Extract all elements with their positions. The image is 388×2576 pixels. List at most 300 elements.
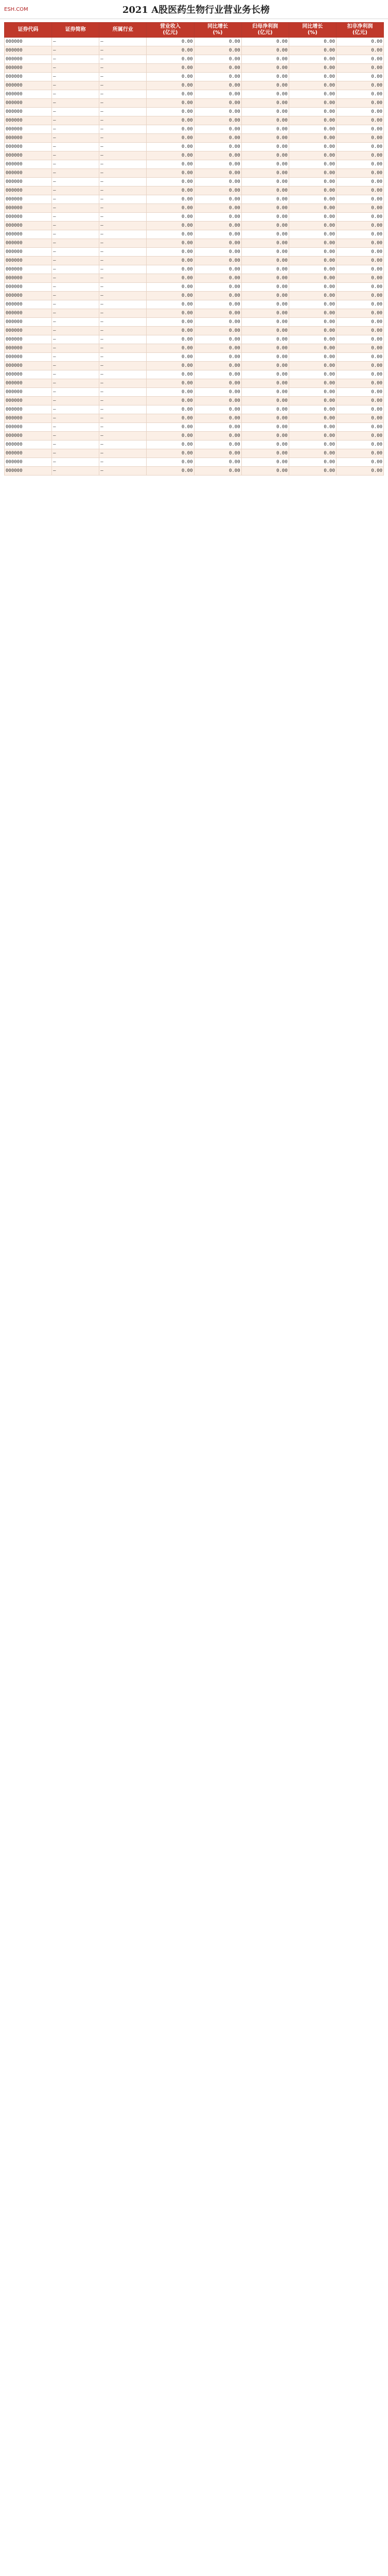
column-header-main: 归母净利润 (252, 24, 278, 29)
table-cell: 000000 (5, 283, 52, 292)
table-cell: — (99, 90, 147, 99)
table-cell: 0.00 (241, 99, 289, 108)
table-cell: 0.00 (336, 160, 383, 169)
table-cell: 0.00 (147, 335, 194, 344)
table-cell: 000000 (5, 344, 52, 353)
table-cell: 0.00 (241, 388, 289, 397)
table-cell: 0.00 (194, 265, 241, 274)
table-row (5, 239, 384, 248)
table-cell: — (99, 423, 147, 432)
table-cell: — (52, 370, 99, 379)
table-body (5, 38, 384, 476)
table-row (5, 318, 384, 327)
table-cell: 0.00 (194, 467, 241, 476)
table-cell: 0.00 (147, 300, 194, 309)
table-cell: 0.00 (289, 230, 336, 239)
table-cell: 0.00 (147, 178, 194, 187)
table-cell: 0.00 (194, 370, 241, 379)
table-cell: 0.00 (241, 125, 289, 134)
table-cell: — (52, 265, 99, 274)
table-cell: 0.00 (147, 327, 194, 335)
table-cell: 0.00 (289, 274, 336, 283)
top-bar (0, 0, 388, 19)
table-row (5, 116, 384, 125)
table-cell: — (99, 81, 147, 90)
table-cell: 0.00 (336, 73, 383, 81)
table-cell: 0.00 (336, 46, 383, 55)
table-cell: 0.00 (336, 143, 383, 151)
table-cell: — (99, 300, 147, 309)
table-cell: 0.00 (147, 423, 194, 432)
table-cell: 0.00 (241, 432, 289, 440)
table-cell: 0.00 (336, 432, 383, 440)
table-cell: 0.00 (147, 257, 194, 265)
data-table (4, 22, 384, 476)
table-cell: 0.00 (241, 344, 289, 353)
table-cell: 0.00 (289, 362, 336, 370)
table-cell: 0.00 (194, 178, 241, 187)
table-row (5, 55, 384, 64)
table-cell: 0.00 (289, 397, 336, 405)
table-row (5, 64, 384, 73)
table-cell: 000000 (5, 178, 52, 187)
table-cell: — (52, 160, 99, 169)
table-cell: 0.00 (147, 143, 194, 151)
table-cell: — (99, 239, 147, 248)
table-cell: 0.00 (194, 73, 241, 81)
table-cell: — (52, 169, 99, 178)
table-cell: 0.00 (147, 274, 194, 283)
table-cell: 000000 (5, 449, 52, 458)
table-cell: 0.00 (289, 353, 336, 362)
table-cell: — (52, 248, 99, 257)
table-cell: — (99, 370, 147, 379)
table-cell: 0.00 (194, 274, 241, 283)
table-row (5, 99, 384, 108)
table-cell: 000000 (5, 55, 52, 64)
table-cell: 000000 (5, 467, 52, 476)
table-cell: — (52, 335, 99, 344)
table-row (5, 362, 384, 370)
table-cell: 0.00 (147, 239, 194, 248)
table-cell: — (99, 160, 147, 169)
table-cell: 000000 (5, 151, 52, 160)
column-header-sub: (亿元) (352, 30, 367, 36)
table-row (5, 204, 384, 213)
table-cell: 0.00 (289, 178, 336, 187)
table-cell: — (99, 187, 147, 195)
table-cell: 0.00 (241, 423, 289, 432)
table-cell: 0.00 (241, 458, 289, 467)
table-cell: 0.00 (147, 46, 194, 55)
table-cell: 0.00 (336, 397, 383, 405)
table-cell: — (52, 458, 99, 467)
table-cell: 0.00 (147, 449, 194, 458)
table-cell: 0.00 (289, 213, 336, 222)
column-header (99, 23, 147, 38)
table-cell: 0.00 (241, 239, 289, 248)
table-cell: — (99, 449, 147, 458)
table-cell: 0.00 (289, 449, 336, 458)
table-cell: 0.00 (147, 187, 194, 195)
table-cell: 0.00 (289, 467, 336, 476)
table-cell: 0.00 (194, 423, 241, 432)
table-cell: 0.00 (241, 353, 289, 362)
table-cell: — (52, 55, 99, 64)
table-cell: 0.00 (194, 432, 241, 440)
table-row (5, 449, 384, 458)
table-cell: 000000 (5, 116, 52, 125)
table-cell: 0.00 (147, 362, 194, 370)
table-cell: — (52, 309, 99, 318)
table-cell: 0.00 (194, 353, 241, 362)
column-header-main: 营业收入 (160, 24, 181, 29)
table-row (5, 90, 384, 99)
table-cell: 0.00 (336, 423, 383, 432)
table-cell: 0.00 (147, 440, 194, 449)
table-cell: 0.00 (194, 99, 241, 108)
table-cell: 0.00 (336, 134, 383, 143)
table-cell: — (99, 195, 147, 204)
table-cell: 0.00 (147, 467, 194, 476)
table-cell: 0.00 (194, 300, 241, 309)
table-cell: 0.00 (289, 414, 336, 423)
table-cell: 0.00 (147, 81, 194, 90)
table-cell: 0.00 (194, 414, 241, 423)
column-header-sub: (亿元) (257, 30, 273, 36)
column-header (289, 23, 336, 38)
table-cell: 0.00 (194, 116, 241, 125)
table-cell: 0.00 (194, 292, 241, 300)
table-cell: 0.00 (241, 222, 289, 230)
table-row (5, 257, 384, 265)
table-cell: 0.00 (289, 248, 336, 257)
table-cell: 0.00 (147, 318, 194, 327)
table-cell: 0.00 (336, 283, 383, 292)
table-cell: 0.00 (194, 134, 241, 143)
table-cell: 0.00 (194, 449, 241, 458)
table-cell: 0.00 (241, 405, 289, 414)
table-cell: 000000 (5, 230, 52, 239)
column-header-main: 证券简称 (65, 27, 86, 32)
table-cell: 0.00 (241, 327, 289, 335)
column-header-main: 同比增长 (207, 24, 228, 29)
column-header-main: 扣非净利润 (347, 24, 373, 29)
table-row (5, 230, 384, 239)
table-cell: 0.00 (336, 449, 383, 458)
table-cell: 0.00 (241, 335, 289, 344)
table-cell: — (99, 318, 147, 327)
column-header-sub: (亿元) (163, 30, 178, 36)
column-header-main: 同比增长 (302, 24, 323, 29)
column-header-sub: (%) (307, 30, 318, 36)
table-row (5, 169, 384, 178)
table-cell: 0.00 (289, 108, 336, 116)
table-cell: 0.00 (194, 222, 241, 230)
table-cell: 0.00 (289, 73, 336, 81)
table-cell: 0.00 (147, 292, 194, 300)
table-cell: — (52, 423, 99, 432)
table-row (5, 195, 384, 204)
column-header (52, 23, 99, 38)
table-cell: — (99, 143, 147, 151)
table-cell: 0.00 (194, 230, 241, 239)
table-row (5, 222, 384, 230)
table-cell: 0.00 (289, 239, 336, 248)
table-cell: 000000 (5, 335, 52, 344)
table-cell: 0.00 (289, 81, 336, 90)
table-cell: 0.00 (147, 248, 194, 257)
table-cell: 0.00 (289, 204, 336, 213)
table-cell: 0.00 (336, 248, 383, 257)
table-cell: 000000 (5, 274, 52, 283)
table-row (5, 73, 384, 81)
table-cell: 0.00 (194, 81, 241, 90)
table-cell: 0.00 (147, 379, 194, 388)
table-cell: 0.00 (289, 440, 336, 449)
table-cell: 0.00 (241, 379, 289, 388)
table-cell: — (52, 440, 99, 449)
table-cell: 0.00 (194, 64, 241, 73)
table-cell: 0.00 (241, 134, 289, 143)
table-cell: 0.00 (336, 379, 383, 388)
table-cell: 0.00 (147, 116, 194, 125)
table-cell: 0.00 (336, 335, 383, 344)
table-cell: — (52, 344, 99, 353)
table-cell: 000000 (5, 440, 52, 449)
table-cell: 0.00 (194, 388, 241, 397)
table-cell: 0.00 (241, 230, 289, 239)
page-title: 2021 A股医药生物行业营业务长榜 (122, 5, 270, 15)
table-cell: 0.00 (147, 370, 194, 379)
table-cell: — (99, 64, 147, 73)
table-cell: 0.00 (289, 222, 336, 230)
table-cell: 0.00 (289, 283, 336, 292)
table-cell: 0.00 (241, 55, 289, 64)
table-cell: 000000 (5, 143, 52, 151)
table-cell: 0.00 (289, 125, 336, 134)
table-cell: 0.00 (194, 458, 241, 467)
table-cell: — (99, 353, 147, 362)
table-cell: — (52, 449, 99, 458)
table-cell: 000000 (5, 388, 52, 397)
table-cell: 0.00 (241, 38, 289, 46)
table-cell: — (52, 143, 99, 151)
table-cell: 0.00 (241, 213, 289, 222)
table-cell: 0.00 (147, 73, 194, 81)
table-cell: 0.00 (336, 414, 383, 423)
table-cell: 0.00 (289, 151, 336, 160)
table-cell: 0.00 (336, 195, 383, 204)
table-cell: 0.00 (336, 81, 383, 90)
table-cell: 000000 (5, 64, 52, 73)
table-cell: 000000 (5, 300, 52, 309)
table-row (5, 388, 384, 397)
table-cell: 0.00 (289, 143, 336, 151)
table-cell: 0.00 (194, 90, 241, 99)
table-cell: 0.00 (289, 99, 336, 108)
table-cell: 000000 (5, 458, 52, 467)
table-cell: 0.00 (147, 388, 194, 397)
table-cell: 0.00 (194, 405, 241, 414)
table-cell: 0.00 (241, 151, 289, 160)
table-cell: 0.00 (241, 362, 289, 370)
table-cell: 000000 (5, 46, 52, 55)
table-row (5, 160, 384, 169)
table-row (5, 370, 384, 379)
table-cell: 0.00 (241, 440, 289, 449)
table-cell: 0.00 (147, 405, 194, 414)
table-cell: — (52, 195, 99, 204)
table-cell: 0.00 (289, 257, 336, 265)
table-row (5, 344, 384, 353)
table-cell: 0.00 (289, 458, 336, 467)
table-cell: — (52, 204, 99, 213)
table-row (5, 432, 384, 440)
table-cell: 0.00 (147, 458, 194, 467)
table-cell: 0.00 (241, 397, 289, 405)
table-cell: 0.00 (194, 248, 241, 257)
table-cell: 000000 (5, 195, 52, 204)
table-cell: — (52, 353, 99, 362)
table-cell: — (99, 230, 147, 239)
table-cell: 0.00 (194, 169, 241, 178)
table-cell: — (52, 397, 99, 405)
table-cell: 0.00 (336, 204, 383, 213)
column-header (241, 23, 289, 38)
table-cell: 0.00 (194, 108, 241, 116)
table-cell: 0.00 (194, 257, 241, 265)
table-cell: 0.00 (194, 160, 241, 169)
table-cell: 000000 (5, 362, 52, 370)
table-cell: — (52, 388, 99, 397)
table-cell: 0.00 (336, 388, 383, 397)
table-cell: 000000 (5, 213, 52, 222)
table-cell: 0.00 (147, 55, 194, 64)
table-row (5, 213, 384, 222)
table-cell: — (99, 204, 147, 213)
table-cell: 0.00 (289, 116, 336, 125)
table-cell: 0.00 (241, 414, 289, 423)
table-row (5, 440, 384, 449)
table-cell: — (99, 379, 147, 388)
table-cell: 0.00 (241, 467, 289, 476)
table-cell: — (99, 292, 147, 300)
table-cell: — (52, 405, 99, 414)
table-cell: 0.00 (336, 222, 383, 230)
table-cell: 0.00 (336, 344, 383, 353)
table-cell: — (99, 178, 147, 187)
table-cell: 000000 (5, 169, 52, 178)
table-cell: — (99, 265, 147, 274)
table-cell: — (99, 274, 147, 283)
table-cell: 0.00 (289, 344, 336, 353)
table-cell: 0.00 (289, 379, 336, 388)
table-cell: — (52, 222, 99, 230)
table-cell: 0.00 (336, 467, 383, 476)
table-cell: 000000 (5, 405, 52, 414)
table-cell: 0.00 (289, 388, 336, 397)
table-cell: 0.00 (289, 55, 336, 64)
table-cell: 0.00 (289, 160, 336, 169)
table-cell: 0.00 (241, 90, 289, 99)
table-cell: 0.00 (289, 169, 336, 178)
table-cell: 0.00 (289, 134, 336, 143)
table-cell: 0.00 (241, 257, 289, 265)
table-cell: — (52, 283, 99, 292)
table-cell: — (99, 73, 147, 81)
table-row (5, 405, 384, 414)
table-cell: 0.00 (336, 125, 383, 134)
table-cell: — (99, 169, 147, 178)
table-cell: 0.00 (336, 353, 383, 362)
table-cell: 0.00 (194, 187, 241, 195)
table-cell: 0.00 (147, 108, 194, 116)
table-cell: 0.00 (336, 38, 383, 46)
table-cell: 0.00 (194, 318, 241, 327)
table-cell: 0.00 (194, 283, 241, 292)
table-cell: 000000 (5, 160, 52, 169)
table-cell: 000000 (5, 397, 52, 405)
table-cell: 0.00 (336, 116, 383, 125)
brand-logo: ESH.COM (4, 6, 28, 12)
table-cell: 0.00 (241, 178, 289, 187)
table-cell: — (99, 257, 147, 265)
table-header-row (5, 23, 384, 38)
table-row (5, 108, 384, 116)
table-cell: 0.00 (194, 46, 241, 55)
table-cell: — (99, 458, 147, 467)
table-cell: 000000 (5, 292, 52, 300)
table-cell: 0.00 (336, 257, 383, 265)
table-row (5, 309, 384, 318)
table-cell: 0.00 (147, 151, 194, 160)
table-cell: 0.00 (194, 204, 241, 213)
table-cell: 0.00 (241, 187, 289, 195)
table-cell: 0.00 (336, 292, 383, 300)
table-cell: 000000 (5, 423, 52, 432)
table-cell: 0.00 (194, 362, 241, 370)
table-cell: 0.00 (194, 335, 241, 344)
table-cell: 0.00 (147, 414, 194, 423)
table-cell: 0.00 (147, 283, 194, 292)
table-cell: 0.00 (241, 318, 289, 327)
table-cell: 0.00 (241, 274, 289, 283)
table-cell: 0.00 (241, 309, 289, 318)
table-cell: — (52, 116, 99, 125)
table-cell: 0.00 (194, 397, 241, 405)
table-row (5, 283, 384, 292)
table-row (5, 187, 384, 195)
table-cell: 000000 (5, 248, 52, 257)
table-cell: 0.00 (289, 370, 336, 379)
table-cell: 0.00 (147, 265, 194, 274)
table-cell: 0.00 (289, 423, 336, 432)
table-cell: — (52, 187, 99, 195)
table-cell: 0.00 (147, 204, 194, 213)
table-cell: 000000 (5, 370, 52, 379)
table-cell: 0.00 (147, 90, 194, 99)
table-cell: — (99, 362, 147, 370)
table-cell: 0.00 (194, 143, 241, 151)
table-cell: 0.00 (336, 55, 383, 64)
table-cell: 000000 (5, 379, 52, 388)
table-cell: 0.00 (336, 230, 383, 239)
table-cell: 0.00 (147, 230, 194, 239)
table-cell: 0.00 (336, 151, 383, 160)
table-row (5, 143, 384, 151)
table-cell: 0.00 (241, 81, 289, 90)
